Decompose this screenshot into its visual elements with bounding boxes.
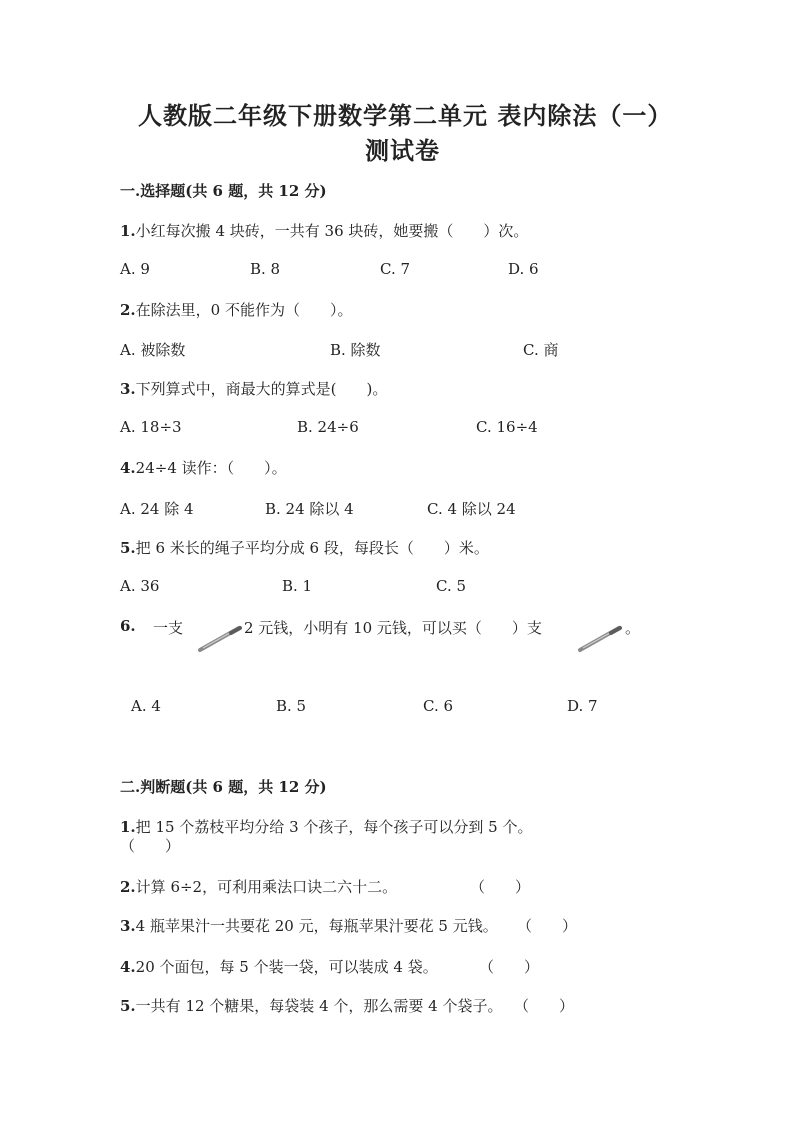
question-4 (120, 457, 287, 478)
option: A. 36 (120, 577, 160, 595)
question-text: 2 元钱，小明有 10 元钱，可以买（ ）支 (244, 619, 542, 637)
section-heading-judge: 二.判断题(共 6 题，共 12 分) (120, 778, 327, 796)
judge-question-2 (120, 876, 397, 897)
question-text: 计算 6÷2，可利用乘法口诀二六十二。 (135, 878, 398, 896)
question-text: 4 瓶苹果汁一共要花 20 元，每瓶苹果汁要花 5 元钱。 (135, 917, 498, 935)
option: B. 24÷6 (297, 418, 359, 436)
answer-blank[interactable]: （ ） (120, 837, 181, 855)
question-number: 1. (120, 818, 136, 836)
question-number: 5. (120, 997, 136, 1015)
option: A. 24 除 4 (120, 500, 194, 518)
answer-blank[interactable]: （ ） (470, 878, 531, 896)
question-number: 3. (120, 917, 136, 935)
question-number: 1. (120, 222, 136, 240)
question-number: 5. (120, 539, 136, 557)
answer-blank[interactable]: （ ） (517, 917, 578, 935)
option: B. 1 (282, 577, 313, 595)
question-number: 4. (120, 958, 136, 976)
question-number: 4. (120, 459, 136, 477)
answer-blank[interactable]: （ ） (479, 958, 540, 976)
option: C. 商 (523, 341, 559, 359)
question-text: 把 6 米长的绳子平均分成 6 段，每段长（ ）米。 (135, 539, 489, 557)
question-text: 一支 (153, 619, 184, 637)
option: C. 16÷4 (476, 418, 538, 436)
question-text: 。 (625, 619, 641, 637)
option: B. 除数 (330, 341, 381, 359)
pen-icon (577, 624, 623, 654)
question-text: 小红每次搬 4 块砖，一共有 36 块砖，她要搬（ ）次。 (135, 222, 529, 240)
question-1 (120, 220, 528, 241)
question-number: 6. (120, 617, 136, 635)
question-5 (120, 537, 489, 558)
page-subtitle: 测试卷 (365, 136, 440, 165)
question-text: 一共有 12 个糖果，每袋装 4 个，那么需要 4 个袋子。 (135, 997, 503, 1015)
option: A. 18÷3 (120, 418, 182, 436)
option: C. 6 (423, 697, 454, 715)
judge-question-3 (120, 915, 498, 936)
question-number: 3. (120, 380, 136, 398)
option: A. 被除数 (120, 341, 186, 359)
answer-blank[interactable]: （ ） (514, 997, 575, 1015)
option: B. 24 除以 4 (265, 500, 354, 518)
question-text: 把 15 个荔枝平均分给 3 个孩子，每个孩子可以分到 5 个。 (135, 818, 533, 836)
judge-question-1 (120, 816, 532, 837)
judge-question-5 (120, 995, 502, 1016)
question-number: 2. (120, 878, 136, 896)
question-number: 2. (120, 301, 136, 319)
option: C. 7 (380, 260, 411, 278)
judge-question-4 (120, 956, 438, 977)
section-heading-choice: 一.选择题(共 6 题，共 12 分) (120, 182, 327, 200)
option: B. 8 (250, 260, 281, 278)
option: B. 5 (276, 697, 307, 715)
option: A. 9 (120, 260, 150, 278)
question-text: 20 个面包，每 5 个装一袋，可以装成 4 袋。 (135, 958, 438, 976)
question-text: 24÷4 读作：（ ）。 (135, 459, 287, 477)
option: A. 4 (131, 697, 161, 715)
question-2 (120, 299, 353, 320)
option: C. 4 除以 24 (427, 500, 516, 518)
question-3 (120, 378, 387, 399)
option: D. 6 (508, 260, 539, 278)
question-text: 下列算式中，商最大的算式是( )。 (135, 380, 388, 398)
question-text: 在除法里，0 不能作为（ ）。 (135, 301, 353, 319)
option: D. 7 (567, 697, 598, 715)
option: C. 5 (436, 577, 467, 595)
pen-icon (197, 624, 243, 654)
page-title: 人教版二年级下册数学第二单元 表内除法（一） (138, 101, 673, 130)
